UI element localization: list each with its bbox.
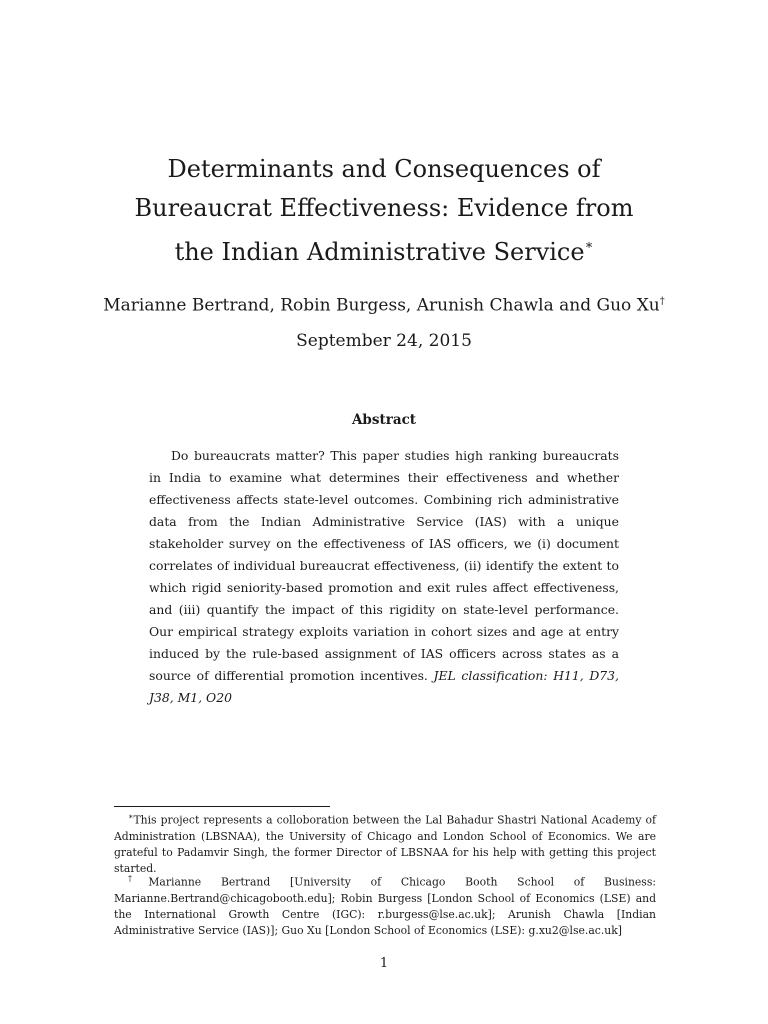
- jel-classification: JEL classification: H11, D73, J38, M1, O20: [149, 668, 619, 705]
- footnote-divider: [114, 806, 330, 807]
- abstract-body: [149, 445, 619, 709]
- footnote-2-mark: †: [128, 874, 149, 883]
- publication-date: September 24, 2015: [296, 331, 472, 351]
- footnote-1: [114, 809, 656, 877]
- paper-title-text: Determinants and Consequences of Bureaucrat Effectiveness: Evidence from the Indian Administrative Service: [134, 155, 634, 266]
- abstract-text: Do bureaucrats matter? This paper studies high ranking bureaucrats in India to examine what determines their effectiveness and whether effectiveness affects state-level outcomes. Combining rich administrative data from the Indian Administrative Service (IAS) with a unique stakeholder survey on the effectiveness of IAS officers, we (i) document correlates of individual bureaucrat effectiveness, (ii) identify the extent to which rigid seniority-based promotion and exit rules affect effectiveness, and (iii) quantify the impact of this rigidity on state-level performance. Our empirical strategy exploits variation in cohort sizes and age at entry induced by the rule-based assignment of IAS officers across states as a source of differential promotion incentives.: [149, 448, 619, 683]
- footnote-2: [114, 871, 656, 939]
- author-list: [60, 291, 708, 317]
- authors-footnote-mark: †: [659, 296, 665, 307]
- abstract-heading: Abstract: [351, 412, 417, 428]
- author-names: Marianne Bertrand, Robin Burgess, Arunish Chawla and Guo Xu: [103, 295, 660, 316]
- paper-title: [114, 150, 654, 272]
- footnote-1-mark: ∗: [128, 812, 134, 821]
- title-footnote-mark: ∗: [584, 238, 594, 253]
- page-number: 1: [379, 956, 389, 971]
- footnote-1-text: This project represents a colloboration between the Lal Bahadur Shastri National Academy of Administration (LBSNAA), the University of Chicago and London School of Economics. We are grateful to Padamvir Singh, the former Director of LBSNAA for his help with getting this project started.: [114, 813, 656, 875]
- footnote-2-text: Marianne Bertrand [University of Chicago Booth School of Business: Marianne.Bertrand@chicagobooth.edu]; Robin Burgess [London School of Economics (LSE) and the International Growth Centre (IGC): r.burgess@lse.ac.uk]; Arunish Chawla [Indian Administrative Service (IAS)]; Guo Xu [London School of Economics (LSE): g.xu2@lse.ac.uk]: [114, 875, 657, 937]
